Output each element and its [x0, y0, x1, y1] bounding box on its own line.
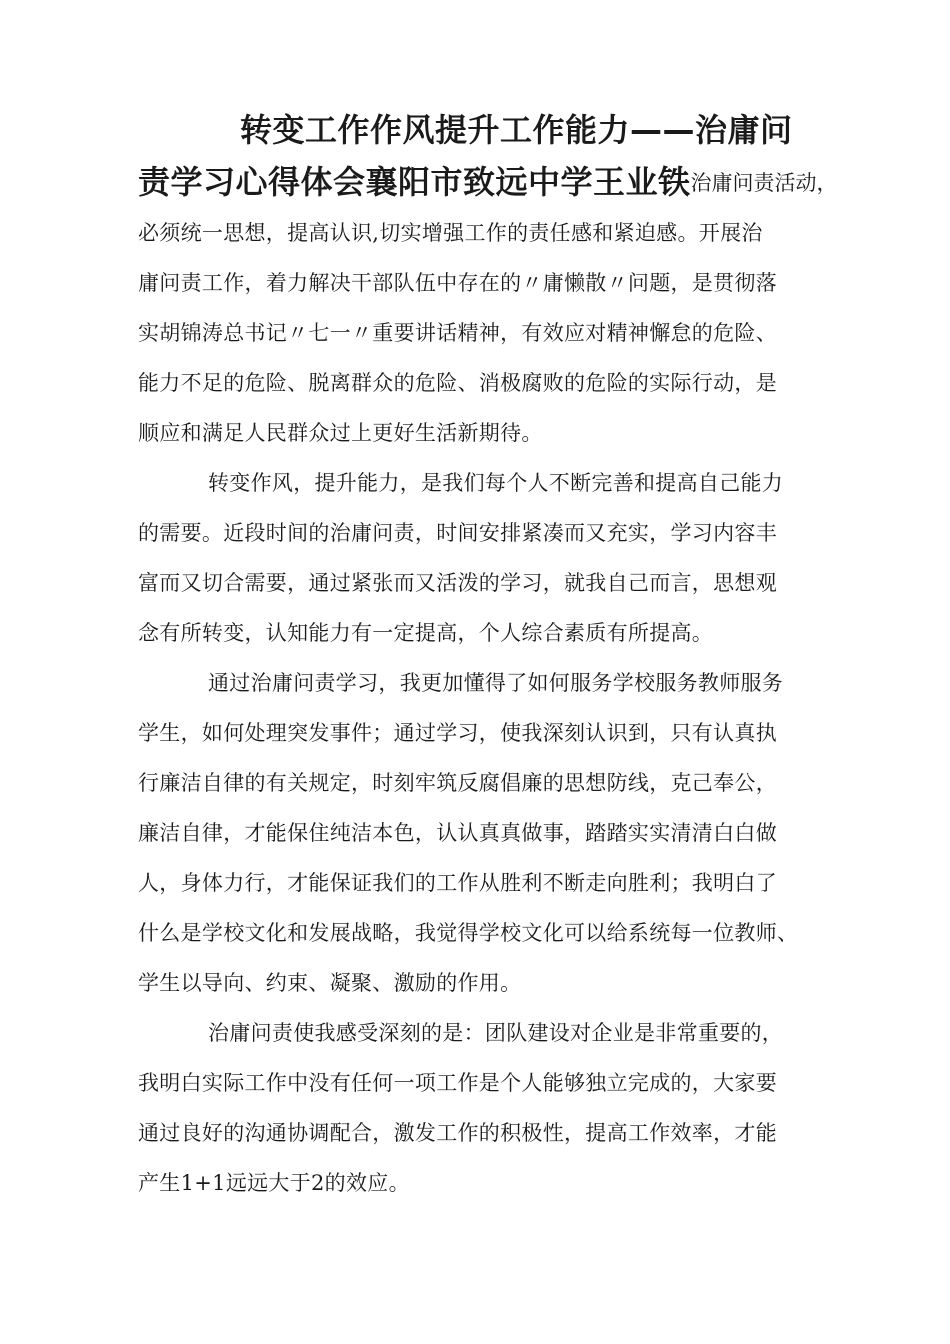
- paragraph-4-first-line: 治庸问责使我感受深刻的是：团队建设对企业是非常重要的，: [208, 1021, 784, 1045]
- text-line: 廉洁自律，才能保住纯洁本色，认认真真做事，踏踏实实清清白白做: [138, 821, 777, 845]
- text-line: 什么是学校文化和发展战略，我觉得学校文化可以给系统每一位教师、: [138, 921, 799, 945]
- text-line: 通过良好的沟通协调配合，激发工作的积极性，提高工作效率，才能: [138, 1121, 777, 1145]
- text-line: 行廉洁自律的有关规定，时刻牢筑反腐倡廉的思想防线，克己奉公，: [138, 771, 777, 795]
- text-line: 学生以导向、约束、凝聚、激励的作用。: [138, 971, 522, 995]
- text-line: 顺应和满足人民群众过上更好生活新期待。: [138, 421, 543, 445]
- text-line: 实胡锦涛总书记〃七一〃重要讲话精神，有效应对精神懈怠的危险、: [138, 321, 777, 345]
- text-line: 学生，如何处理突发事件；通过学习，使我深刻认识到，只有认真执: [138, 721, 777, 745]
- text-line: 庸问责工作，着力解决干部队伍中存在的〃庸懒散〃问题，是贯彻落: [138, 271, 777, 295]
- paragraph-2-first-line: 转变作风，提升能力，是我们每个人不断完善和提高自己能力: [208, 471, 784, 495]
- document-title-line-2: [138, 162, 838, 203]
- text-line: 富而又切合需要，通过紧张而又活泼的学习，就我自己而言，思想观: [138, 571, 777, 595]
- text-line: 必须统一思想，提高认识,切实增强工作的责任感和紧迫感。开展治: [138, 221, 763, 245]
- document-title-line-1: 转变工作作风提升工作能力——治庸问: [240, 111, 793, 149]
- document-title-text: 责学习心得体会襄阳市致远中学王业铁: [138, 163, 691, 201]
- paragraph-3-first-line: 通过治庸问责学习，我更加懂得了如何服务学校服务教师服务: [208, 671, 784, 695]
- text-line: 我明白实际工作中没有任何一项工作是个人能够独立完成的，大家要: [138, 1071, 777, 1095]
- paragraph-1-start: 治庸问责活动，: [690, 171, 838, 195]
- text-line: 人，身体力行，才能保证我们的工作从胜利不断走向胜利；我明白了: [138, 871, 777, 895]
- text-line: 能力不足的危险、脱离群众的危险、消极腐败的危险的实际行动，是: [138, 371, 777, 395]
- text-line: 的需要。近段时间的治庸问责，时间安排紧凑而又充实，学习内容丰: [138, 521, 777, 545]
- text-line: 产生1+1远远大于2的效应。: [138, 1171, 410, 1195]
- text-line: 念有所转变，认知能力有一定提高，个人综合素质有所提高。: [138, 621, 714, 645]
